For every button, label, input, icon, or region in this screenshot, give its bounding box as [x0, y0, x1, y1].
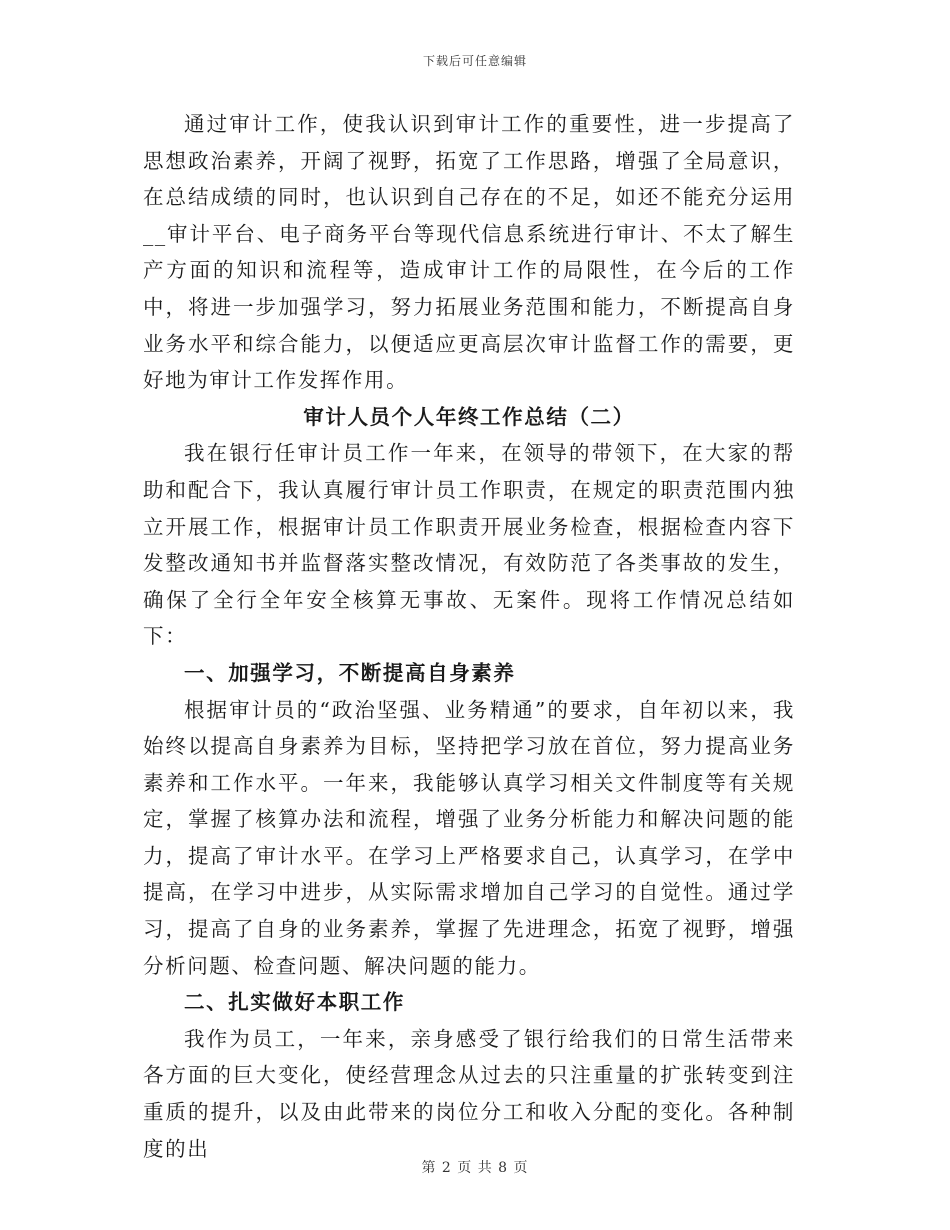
section-title: 审计人员个人年终工作总结（二）: [303, 404, 635, 429]
heading-strengthen-learning: 一、加强学习，不断提高自身素养: [184, 660, 516, 685]
heading-do-job-well: 二、扎实做好本职工作: [184, 990, 405, 1015]
document-body: [143, 106, 795, 1167]
page-number: 第 2 页 共 8 页: [421, 1160, 529, 1176]
paragraph-job: 我作为员工，一年来，亲身感受了银行给我们的日常生活带来各方面的巨大变化，使经营理念从过去的只注重量的扩张转变到注重质的提升，以及由此带来的岗位分工和收入分配的变化。各种制度的出: [143, 1026, 795, 1161]
paragraph-audit-reflection: 通过审计工作，使我认识到审计工作的重要性，进一步提高了思想政治素养，开阔了视野，拓宽了工作思路，增强了全局意识，在总结成绩的同时，也认识到自己存在的不足，如还不能充分运用__审计平台、电子商务平台等现代信息系统进行审计、不太了解生产方面的知识和流程等，造成审计工作的局限性，在今后的工作中，将进一步加强学习，努力拓展业务范围和能力，不断提高自身业务水平和综合能力，以便适应更高层次审计监督工作的需要，更好地为审计工作发挥作用。: [143, 112, 795, 393]
paragraph-intro: 我在银行任审计员工作一年来，在领导的带领下，在大家的帮助和配合下，我认真履行审计员工作职责，在规定的职责范围内独立开展工作，根据审计员工作职责开展业务检查，根据检查内容下发整改通知书并监督落实整改情况，有效防范了各类事故的发生，确保了全行全年安全核算无事故、无案件。现将工作情况总结如下：: [143, 441, 795, 649]
paragraph-learning: 根据审计员的“政治坚强、业务精通”的要求，自年初以来，我始终以提高自身素养为目标，坚持把学习放在首位，努力提高业务素养和工作水平。一年来，我能够认真学习相关文件制度等有关规定，掌握了核算办法和流程，增强了业务分析能力和解决问题的能力，提高了审计水平。在学习上严格要求自己，认真学习，在学中提高，在学习中进步，从实际需求增加自己学习的自觉性。通过学习，提高了自身的业务素养，掌握了先进理念，拓宽了视野，增强分析问题、检查问题、解决问题的能力。: [143, 697, 795, 978]
page-header-note: 下载后可任意编辑: [422, 54, 527, 68]
